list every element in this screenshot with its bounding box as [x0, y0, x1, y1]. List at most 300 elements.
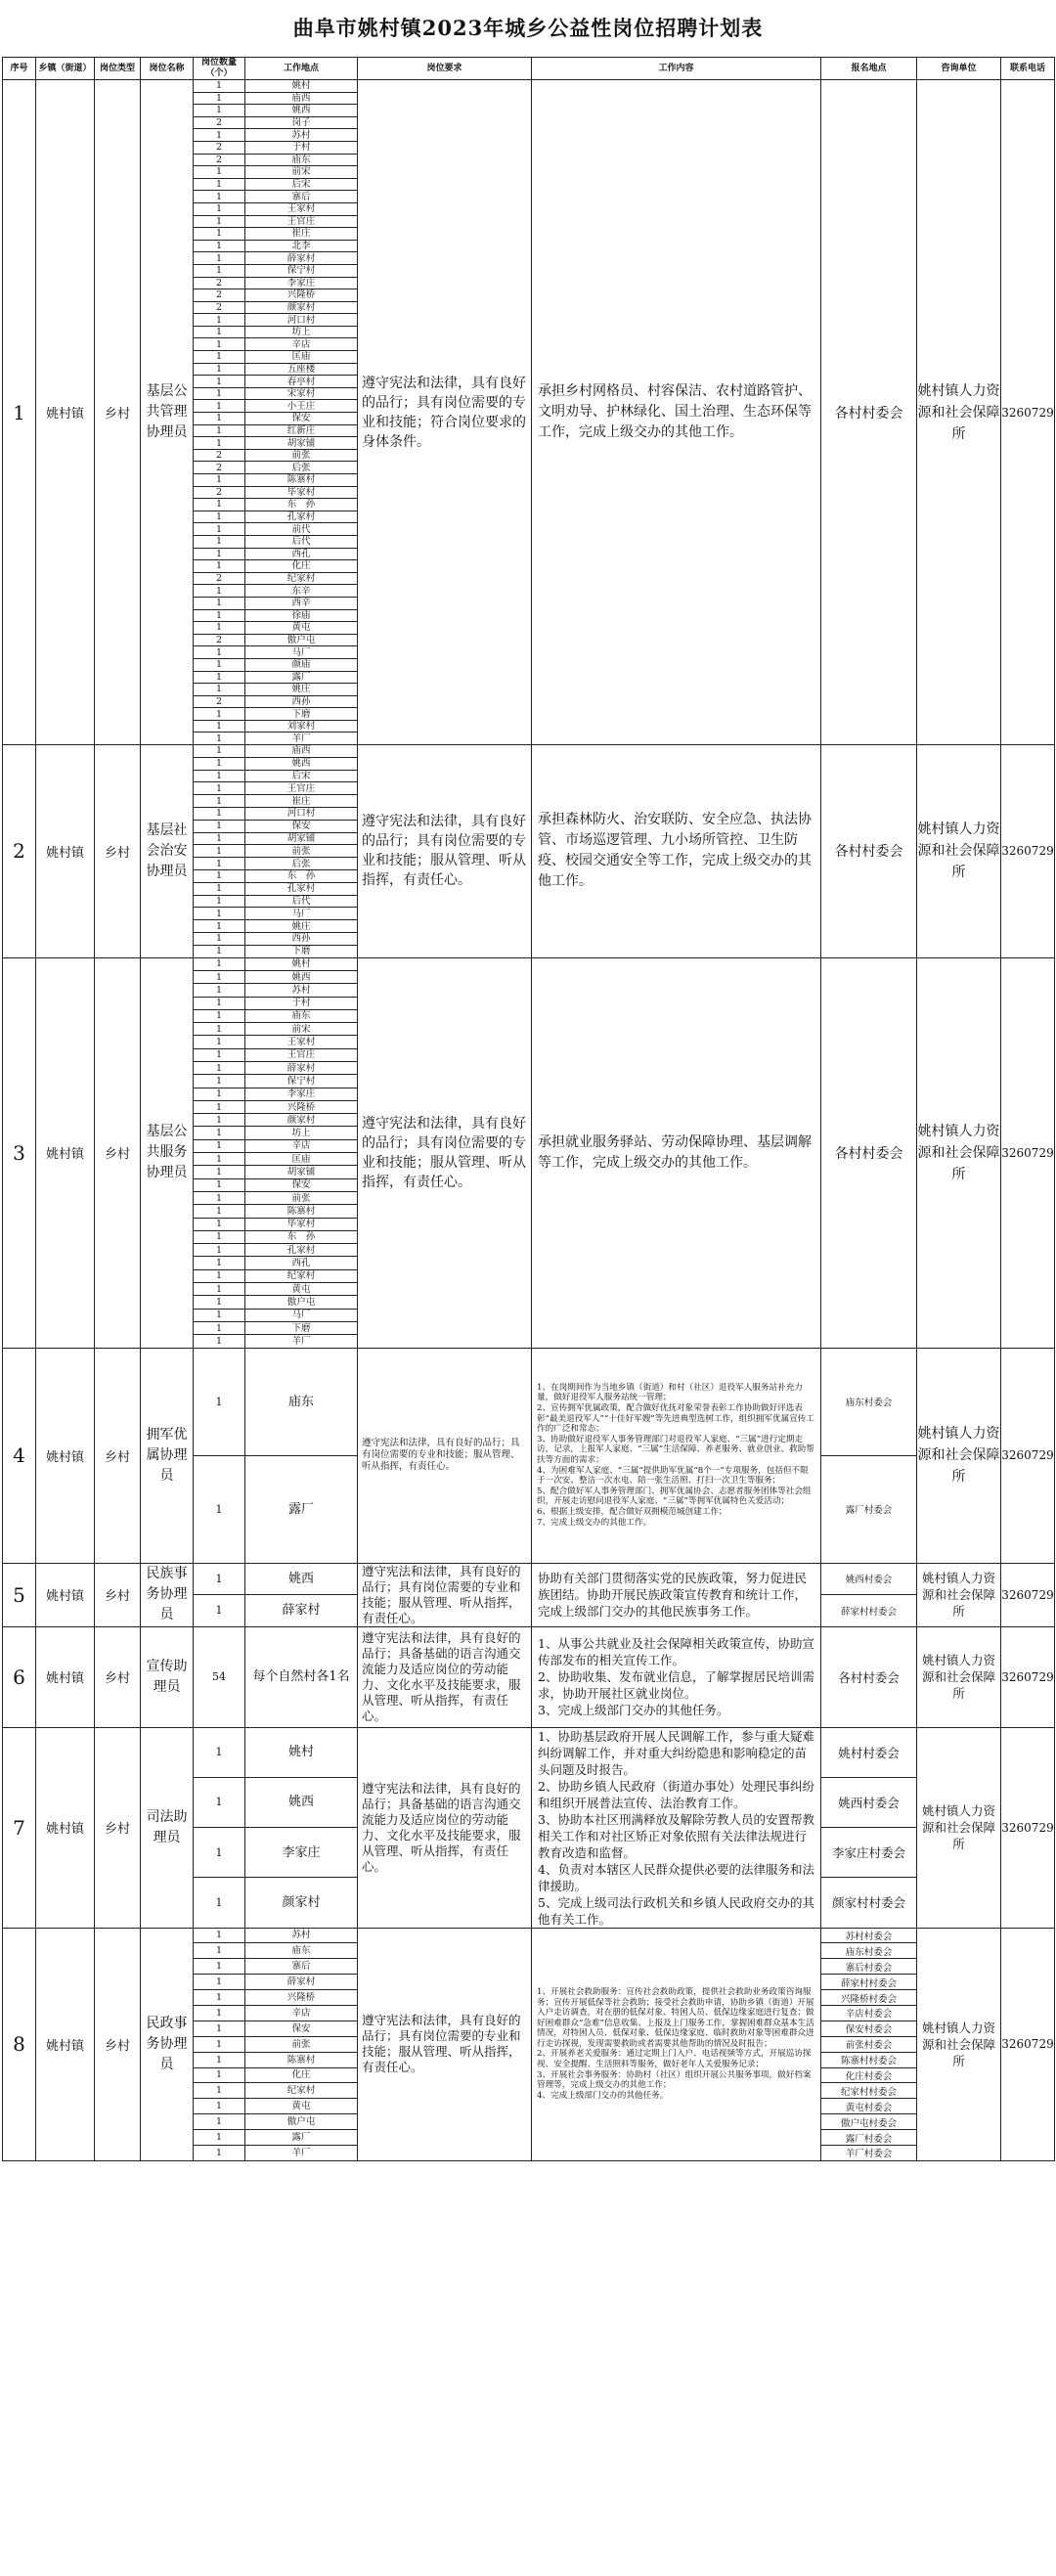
- location-cell: 徐庙: [245, 609, 358, 622]
- location-cell: 羊厂: [245, 1335, 358, 1348]
- work-content-line: 2、协助乡镇人民政府（街道办事处）处理民事纠纷和组织开展普法宣传、法治教育工作。: [538, 1778, 814, 1810]
- header-seq: 序号: [3, 58, 36, 80]
- location-cell: 前张: [245, 1191, 358, 1204]
- quantity-cell: 1: [194, 523, 245, 536]
- quantity-cell: 1: [194, 387, 245, 400]
- location-cell: 崔庄: [245, 795, 358, 808]
- location-cell: 王官庄: [245, 782, 358, 795]
- quantity-cell: 1: [194, 745, 245, 758]
- quantity-cell: 1: [194, 2005, 245, 2021]
- location-cell: 傲户屯: [245, 634, 358, 646]
- location-cell: 化庄: [245, 560, 358, 573]
- registration-cell: 各村村委会: [821, 1626, 917, 1727]
- location-cell: 庙东: [245, 1348, 358, 1455]
- quantity-cell: 2: [194, 154, 245, 166]
- registration-cell: 各村村委会: [821, 80, 917, 745]
- quantity-cell: 1: [194, 1036, 245, 1048]
- location-cell: 陈寨村: [245, 2052, 358, 2067]
- table-row: [3, 957, 1055, 970]
- work-content-line: 4、为困难军人家庭、“三属”提供助军优属“8个一”专项服务，包括但不限于一次安、整洁一次水电、陪一张生活照、打扫一次卫生等服务；: [537, 1465, 809, 1487]
- seq-cell: 4: [3, 1348, 36, 1563]
- location-cell: 孔家村: [245, 511, 358, 523]
- quantity-cell: 1: [194, 920, 245, 933]
- location-cell: 辛店: [245, 1139, 358, 1152]
- work-content-line: 3、开展社会事务服务：协助村（社区）组织开展公共服务事项，做好档案管理等，完成上级交办的其他工作；: [537, 2069, 812, 2091]
- location-cell: 北李: [245, 240, 358, 252]
- location-cell: 岗子: [245, 116, 358, 129]
- table-row: [3, 1727, 1055, 1777]
- location-cell: 西孙: [245, 933, 358, 946]
- post-type-cell: 乡村: [95, 80, 141, 745]
- location-cell: 保安: [245, 1178, 358, 1191]
- quantity-cell: 1: [194, 1205, 245, 1218]
- table-row: [3, 1348, 1055, 1455]
- quantity-cell: 1: [194, 658, 245, 671]
- registration-cell: 寨后村委会: [821, 1959, 917, 1975]
- location-cell: 毕家村: [245, 1218, 358, 1230]
- quantity-cell: 1: [194, 1595, 245, 1627]
- registration-cell: 兴隆桥村委会: [821, 1990, 917, 2006]
- registration-cell: 化庄村委会: [821, 2067, 917, 2083]
- location-cell: 后宋: [245, 178, 358, 191]
- seq-cell: 8: [3, 1928, 36, 2160]
- quantity-cell: 1: [194, 820, 245, 832]
- quantity-cell: 1: [194, 2114, 245, 2130]
- quantity-cell: 1: [194, 376, 245, 388]
- quantity-cell: 1: [194, 191, 245, 203]
- location-cell: 傲户屯: [245, 1296, 358, 1309]
- quantity-cell: 1: [194, 2036, 245, 2052]
- location-cell: 庙东: [245, 154, 358, 166]
- registration-cell: 黄屯村委会: [821, 2099, 917, 2114]
- work-content-line: 4、完成上级部门交办的其他任务。: [537, 2090, 669, 2101]
- location-cell: 羊厂: [245, 2145, 358, 2160]
- location-cell: 孔家村: [245, 882, 358, 895]
- location-cell: 保安: [245, 820, 358, 832]
- registration-cell: 羊厂村委会: [821, 2145, 917, 2160]
- seq-cell: 5: [3, 1563, 36, 1626]
- location-cell: 苏村: [245, 1928, 358, 1943]
- location-cell: 马厂: [245, 1309, 358, 1321]
- location-cell: 纪家村: [245, 2083, 358, 2099]
- quantity-cell: 1: [194, 933, 245, 946]
- quantity-cell: 1: [194, 1309, 245, 1321]
- requirements-cell: 遵守宪法和法律，具有良好的品行；具有岗位需要的专业和技能；服从管理、听从指挥，有责任心。: [358, 957, 532, 1348]
- work-content-line: 6、根据上级安排，配合做好双拥模范城创建工作；: [537, 1506, 727, 1517]
- location-cell: 胡家铺: [245, 437, 358, 450]
- location-cell: 颜家村: [245, 1114, 358, 1127]
- quantity-cell: 1: [194, 870, 245, 883]
- work-content-cell: [532, 1626, 821, 1727]
- location-cell: 姚村: [245, 80, 358, 93]
- location-cell: 露厂: [245, 2130, 358, 2146]
- quantity-cell: 1: [194, 1218, 245, 1230]
- location-cell: 苏村: [245, 129, 358, 142]
- requirements-cell: 遵守宪法和法律，具有良好的品行；具备基础的语言沟通交流能力及适应岗位的劳动能力、文化水平及技能要求，服从管理、听从指挥，有责任心。: [358, 1626, 532, 1727]
- location-cell: 化庄: [245, 2067, 358, 2083]
- registration-cell: 辛店村委会: [821, 2005, 917, 2021]
- quantity-cell: 1: [194, 1257, 245, 1269]
- location-cell: 薛家村: [245, 1595, 358, 1627]
- location-cell: 前宋: [245, 166, 358, 179]
- header-work-content: 工作内容: [532, 58, 821, 80]
- post-type-cell: 乡村: [95, 1348, 141, 1563]
- registration-cell: 庙东村委会: [821, 1943, 917, 1959]
- work-content-line: 2、开展养老关爱服务：通过定期上门入户、电话视频等方式，开展巡访探视、安全提醒、生活照料等服务，做好老年人关爱服务记录；: [537, 2049, 812, 2070]
- quantity-cell: 1: [194, 215, 245, 228]
- quantity-cell: 1: [194, 1348, 245, 1455]
- work-content-line: 承担森林防火、治安联防、安全应急、执法协管、市场巡逻管理、九小场所管控、卫生防疫、校园交通安全等工作，完成上级交办的其他工作。: [538, 812, 812, 890]
- quantity-cell: 1: [194, 314, 245, 327]
- quantity-cell: 1: [194, 782, 245, 795]
- location-cell: 后张: [245, 858, 358, 870]
- location-cell: 辛店: [245, 2005, 358, 2021]
- location-cell: 下磨: [245, 708, 358, 721]
- quantity-cell: 1: [194, 166, 245, 179]
- post-type-cell: 乡村: [95, 1563, 141, 1626]
- location-cell: 下磨: [245, 945, 358, 957]
- location-cell: 寨后: [245, 191, 358, 203]
- registration-cell: 苏村村委会: [821, 1928, 917, 1943]
- quantity-cell: 1: [194, 80, 245, 93]
- registration-cell: 露厂村委会: [821, 1455, 917, 1563]
- quantity-cell: 1: [194, 264, 245, 277]
- work-content-cell: [532, 1928, 821, 2160]
- seq-cell: 3: [3, 957, 36, 1348]
- work-content-line: 3、协助做好退役军人事务管理部门对退役军人家庭、“三属”进行定期走访，记录，上报军人家庭、“三属”生活保障、养老服务、就业创业、救助帮扶等方面的需求；: [537, 1434, 814, 1466]
- township-cell: 姚村镇: [36, 745, 95, 958]
- quantity-cell: 1: [194, 413, 245, 425]
- quantity-cell: 1: [194, 1166, 245, 1178]
- location-cell: 庙东: [245, 1009, 358, 1022]
- quantity-cell: 1: [194, 1727, 245, 1777]
- phone-cell: 3260729: [1001, 957, 1055, 1348]
- header-post-name: 岗位名称: [141, 58, 194, 80]
- phone-cell: 3260729: [1001, 80, 1055, 745]
- quantity-cell: 1: [194, 2145, 245, 2160]
- phone-cell: 3260729: [1001, 1563, 1055, 1626]
- quantity-cell: 2: [194, 695, 245, 708]
- quantity-cell: 1: [194, 1061, 245, 1074]
- table-row: [3, 80, 1055, 93]
- township-cell: 姚村镇: [36, 1563, 95, 1626]
- location-cell: 颜庙: [245, 658, 358, 671]
- header-township: 乡镇（街道）: [36, 58, 95, 80]
- location-cell: 王家村: [245, 202, 358, 215]
- quantity-cell: 1: [194, 808, 245, 821]
- quantity-cell: 1: [194, 1975, 245, 1990]
- post-name-cell: 基层公共管理协理员: [141, 80, 194, 745]
- requirements-cell: 遵守宪法和法律，具有良好的品行；具有岗位需要的专业和技能；服从管理、听从指挥，有责任心。: [358, 745, 532, 958]
- location-cell: 宋家村: [245, 387, 358, 400]
- header-requirements: 岗位要求: [358, 58, 532, 80]
- registration-cell: 薛家村村委会: [821, 1595, 917, 1627]
- quantity-cell: 1: [194, 535, 245, 548]
- location-cell: 保安: [245, 2021, 358, 2036]
- quantity-cell: 2: [194, 141, 245, 154]
- quantity-cell: 1: [194, 1088, 245, 1100]
- consulting-unit-cell: 姚村镇人力资源和社会保障所: [917, 957, 1001, 1348]
- location-cell: 兴隆桥: [245, 1100, 358, 1113]
- location-cell: 保宁村: [245, 264, 358, 277]
- quantity-cell: 1: [194, 622, 245, 635]
- location-cell: 黄屯: [245, 622, 358, 635]
- location-cell: 王官庄: [245, 215, 358, 228]
- location-cell: 姚西: [245, 970, 358, 983]
- location-cell: 西孙: [245, 695, 358, 708]
- post-name-cell: 基层社会治安协理员: [141, 745, 194, 958]
- quantity-cell: 1: [194, 1990, 245, 2006]
- quantity-cell: 2: [194, 462, 245, 474]
- table-row: [3, 1563, 1055, 1595]
- location-cell: 每个自然村各1名: [245, 1626, 358, 1727]
- location-cell: 小王庄: [245, 400, 358, 413]
- location-cell: 兴隆桥: [245, 1990, 358, 2006]
- table-row: [3, 1626, 1055, 1727]
- quantity-cell: 1: [194, 957, 245, 970]
- township-cell: 姚村镇: [36, 1727, 95, 1928]
- location-cell: 胡家铺: [245, 832, 358, 845]
- post-type-cell: 乡村: [95, 745, 141, 958]
- location-cell: 坊上: [245, 326, 358, 338]
- location-cell: 于村: [245, 997, 358, 1009]
- requirements-cell: 遵守宪法和法律，具有良好的品行；具有岗位需要的专业和技能；服从管理、听从指挥，有责任心。: [358, 1563, 532, 1626]
- work-content-line: 3、协助本社区刑满释放及解除劳教人员的安置帮教相关工作和对社区矫正对象依照有关法律法规进行教育改造和监督。: [538, 1811, 814, 1860]
- quantity-cell: 2: [194, 289, 245, 302]
- work-content-line: 1、协助基层政府开展人民调解工作，参与重大疑难纠纷调解工作，并对重大纠纷隐患和影响稳定的苗头问题及时报告。: [538, 1728, 814, 1777]
- quantity-cell: 1: [194, 984, 245, 997]
- header-quantity: 岗位数量（个）: [194, 58, 245, 80]
- location-cell: 姚村: [245, 957, 358, 970]
- post-name-cell: 宣传助理员: [141, 1626, 194, 1727]
- post-type-cell: 乡村: [95, 957, 141, 1348]
- location-cell: 兴隆桥: [245, 289, 358, 302]
- work-content-line: 7、完成上级交办的其他工作。: [537, 1517, 652, 1528]
- recruitment-table: [2, 57, 1055, 2161]
- location-cell: 刘家村: [245, 720, 358, 733]
- quantity-cell: 1: [194, 1230, 245, 1243]
- quantity-cell: 1: [194, 997, 245, 1009]
- consulting-unit-cell: 姚村镇人力资源和社会保障所: [917, 1928, 1001, 2160]
- quantity-cell: 1: [194, 585, 245, 598]
- work-content-cell: [532, 1563, 821, 1626]
- location-cell: 李家庄: [245, 1088, 358, 1100]
- phone-cell: 3260729: [1001, 1727, 1055, 1928]
- location-cell: 姚西: [245, 1563, 358, 1595]
- table-header-row: [3, 58, 1055, 80]
- quantity-cell: 1: [194, 2130, 245, 2146]
- quantity-cell: 1: [194, 970, 245, 983]
- post-name-cell: 民政事务协理员: [141, 1928, 194, 2160]
- work-content-cell: [532, 957, 821, 1348]
- quantity-cell: 1: [194, 1191, 245, 1204]
- quantity-cell: 1: [194, 1075, 245, 1088]
- location-cell: 春亭村: [245, 376, 358, 388]
- quantity-cell: 2: [194, 301, 245, 314]
- seq-cell: 2: [3, 745, 36, 958]
- quantity-cell: 1: [194, 684, 245, 696]
- quantity-cell: 1: [194, 597, 245, 609]
- quantity-cell: 2: [194, 486, 245, 499]
- quantity-cell: 1: [194, 671, 245, 684]
- registration-cell: 前张村委会: [821, 2036, 917, 2052]
- phone-cell: 3260729: [1001, 745, 1055, 958]
- work-content-line: 1、从事公共就业及社会保障相关政策宣传，协助宣传部发布的相关宣传工作。: [538, 1636, 814, 1668]
- quantity-cell: 1: [194, 1321, 245, 1334]
- location-cell: 孔家村: [245, 1244, 358, 1257]
- location-cell: 东 孙: [245, 870, 358, 883]
- registration-cell: 庙东村委会: [821, 1348, 917, 1455]
- work-content-line: 4、负责对本辖区人民群众提供必要的法律服务和法律援助。: [538, 1861, 814, 1893]
- quantity-cell: 1: [194, 1283, 245, 1296]
- post-name-cell: 司法助理员: [141, 1727, 194, 1928]
- post-type-cell: 乡村: [95, 1727, 141, 1928]
- location-cell: 纪家村: [245, 572, 358, 585]
- location-cell: 庙西: [245, 92, 358, 105]
- work-content-line: 1、在岗期间作为当地乡镇（街道）和村（社区）退役军人服务站补充力量，做好退役军人服务站统一管理；: [537, 1382, 803, 1403]
- location-cell: 匡庙: [245, 351, 358, 364]
- consulting-unit-cell: 姚村镇人力资源和社会保障所: [917, 1563, 1001, 1626]
- location-cell: 后宋: [245, 770, 358, 782]
- location-cell: 胡家铺: [245, 1166, 358, 1178]
- work-content-line: 承担乡村网格员、村容保洁、农村道路管护、文明劝导、护林绿化、国土治理、生态环保等工作，完成上级交办的其他工作。: [538, 383, 812, 441]
- requirements-cell: 遵守宪法和法律，具有良好的品行；具有岗位需要的专业和技能；服从管理、听从指挥，有责任心。: [358, 1348, 532, 1563]
- quantity-cell: 1: [194, 1943, 245, 1959]
- quantity-cell: 1: [194, 499, 245, 511]
- consulting-unit-cell: 姚村镇人力资源和社会保障所: [917, 1348, 1001, 1563]
- township-cell: 姚村镇: [36, 1928, 95, 2160]
- table-row: [3, 745, 1055, 758]
- location-cell: 保安: [245, 413, 358, 425]
- quantity-cell: 1: [194, 2021, 245, 2036]
- township-cell: 姚村镇: [36, 1348, 95, 1563]
- registration-cell: 李家庄村委会: [821, 1828, 917, 1878]
- quantity-cell: 1: [194, 474, 245, 487]
- registration-cell: 傲户屯村委会: [821, 2114, 917, 2130]
- location-cell: 下磨: [245, 1321, 358, 1334]
- work-content-line: 2、协助收集、发布就业信息，了解掌握居民培训需求，协助开展社区就业岗位。: [538, 1669, 814, 1702]
- quantity-cell: 1: [194, 92, 245, 105]
- table-row: [3, 1928, 1055, 1943]
- location-cell: 红新庄: [245, 424, 358, 437]
- quantity-cell: 1: [194, 845, 245, 858]
- location-cell: 匡庙: [245, 1153, 358, 1166]
- location-cell: 前张: [245, 2036, 358, 2052]
- location-cell: 薛家村: [245, 1975, 358, 1990]
- quantity-cell: 1: [194, 1139, 245, 1152]
- quantity-cell: 1: [194, 437, 245, 450]
- registration-cell: 薛家村村委会: [821, 1975, 917, 1990]
- location-cell: 羊厂: [245, 733, 358, 745]
- quantity-cell: 1: [194, 1153, 245, 1166]
- quantity-cell: 1: [194, 1335, 245, 1348]
- quantity-cell: 2: [194, 572, 245, 585]
- location-cell: 东 孙: [245, 499, 358, 511]
- location-cell: 庙东: [245, 1943, 358, 1959]
- location-cell: 庙西: [245, 745, 358, 758]
- quantity-cell: 1: [194, 202, 245, 215]
- location-cell: 颜家村: [245, 1878, 358, 1928]
- quantity-cell: 1: [194, 1563, 245, 1595]
- quantity-cell: 2: [194, 634, 245, 646]
- quantity-cell: 1: [194, 1455, 245, 1563]
- quantity-cell: 1: [194, 2083, 245, 2099]
- registration-cell: 各村村委会: [821, 745, 917, 958]
- location-cell: 李家庄: [245, 277, 358, 289]
- work-content-line: 承担就业服务驿站、劳动保障协理、基层调解等工作，完成上级交办的其他工作。: [538, 1133, 812, 1171]
- location-cell: 颜家村: [245, 301, 358, 314]
- quantity-cell: 2: [194, 277, 245, 289]
- quantity-cell: 1: [194, 733, 245, 745]
- quantity-cell: 1: [194, 178, 245, 191]
- requirements-cell: 遵守宪法和法律，具有良好的品行；具有岗位需要的专业和技能；服从管理、听从指挥，有责任心。: [358, 1928, 532, 2160]
- quantity-cell: 1: [194, 1100, 245, 1113]
- quantity-cell: 1: [194, 1828, 245, 1878]
- work-content-line: 协助有关部门贯彻落实党的民族政策，努力促进民族团结。协助开展民族政策宣传教育和统计工作，完成上级部门交办的其他民族事务工作。: [538, 1571, 808, 1620]
- work-content-line: 1、开展社会救助服务：宣传社会救助政策，提供社会救助业务政策咨询服务；宣传开展低保等社会救助；接受社会救助申请，协助乡镇（街道）开展入户走访调查，对在册的低保对象、特困人员、低保边缘家庭进行复查；做好困难群众“急难”信息收集、上报及上门服务工作，掌握困难群众基本生活情况，对特困人员、低保对象、低保边缘家庭、临时救助对象等困难群众进行走访探视，发现需要救助或者需要其他帮助的情况及时报告；: [537, 1986, 814, 2049]
- quantity-cell: 1: [194, 795, 245, 808]
- location-cell: 薛家村: [245, 252, 358, 265]
- location-cell: 黄屯: [245, 2099, 358, 2114]
- location-cell: 前宋: [245, 1023, 358, 1036]
- location-cell: 姚西: [245, 757, 358, 770]
- quantity-cell: 1: [194, 720, 245, 733]
- location-cell: 纪家村: [245, 1269, 358, 1282]
- quantity-cell: 1: [194, 1178, 245, 1191]
- location-cell: 陈寨村: [245, 474, 358, 487]
- location-cell: 姚庄: [245, 684, 358, 696]
- location-cell: 姚西: [245, 105, 358, 117]
- location-cell: 东 孙: [245, 1230, 358, 1243]
- quantity-cell: 1: [194, 129, 245, 142]
- quantity-cell: 1: [194, 400, 245, 413]
- location-cell: 保宁村: [245, 1075, 358, 1088]
- location-cell: 姚村: [245, 1727, 358, 1777]
- location-cell: 西辛: [245, 597, 358, 609]
- requirements-cell: 遵守宪法和法律，具有良好的品行；具有岗位需要的专业和技能；符合岗位要求的身体条件。: [358, 80, 532, 745]
- quantity-cell: 2: [194, 116, 245, 129]
- location-cell: 前张: [245, 845, 358, 858]
- location-cell: 姚西: [245, 1777, 358, 1827]
- quantity-cell: 1: [194, 560, 245, 573]
- quantity-cell: 1: [194, 908, 245, 920]
- quantity-cell: 1: [194, 757, 245, 770]
- work-content-cell: [532, 745, 821, 958]
- quantity-cell: 1: [194, 1296, 245, 1309]
- quantity-cell: 1: [194, 1777, 245, 1827]
- registration-cell: 颜家村村委会: [821, 1878, 917, 1928]
- location-cell: 王官庄: [245, 1048, 358, 1061]
- quantity-cell: 1: [194, 2099, 245, 2114]
- location-cell: 西孔: [245, 548, 358, 560]
- quantity-cell: 1: [194, 252, 245, 265]
- quantity-cell: 1: [194, 708, 245, 721]
- location-cell: 露厂: [245, 671, 358, 684]
- registration-cell: 姚西村委会: [821, 1777, 917, 1827]
- header-post-type: 岗位类型: [95, 58, 141, 80]
- quantity-cell: 1: [194, 228, 245, 241]
- quantity-cell: 1: [194, 1959, 245, 1975]
- location-cell: 崔庄: [245, 228, 358, 241]
- work-content-line: 5、完成上级司法行政机关和乡镇人民政府交办的其他有关工作。: [538, 1894, 814, 1927]
- consulting-unit-cell: 姚村镇人力资源和社会保障所: [917, 745, 1001, 958]
- quantity-cell: 1: [194, 424, 245, 437]
- location-cell: 陈寨村: [245, 1205, 358, 1218]
- consulting-unit-cell: 姚村镇人力资源和社会保障所: [917, 1626, 1001, 1727]
- phone-cell: 3260729: [1001, 1928, 1055, 2160]
- quantity-cell: 1: [194, 2067, 245, 2083]
- post-name-cell: 民族事务协理员: [141, 1563, 194, 1626]
